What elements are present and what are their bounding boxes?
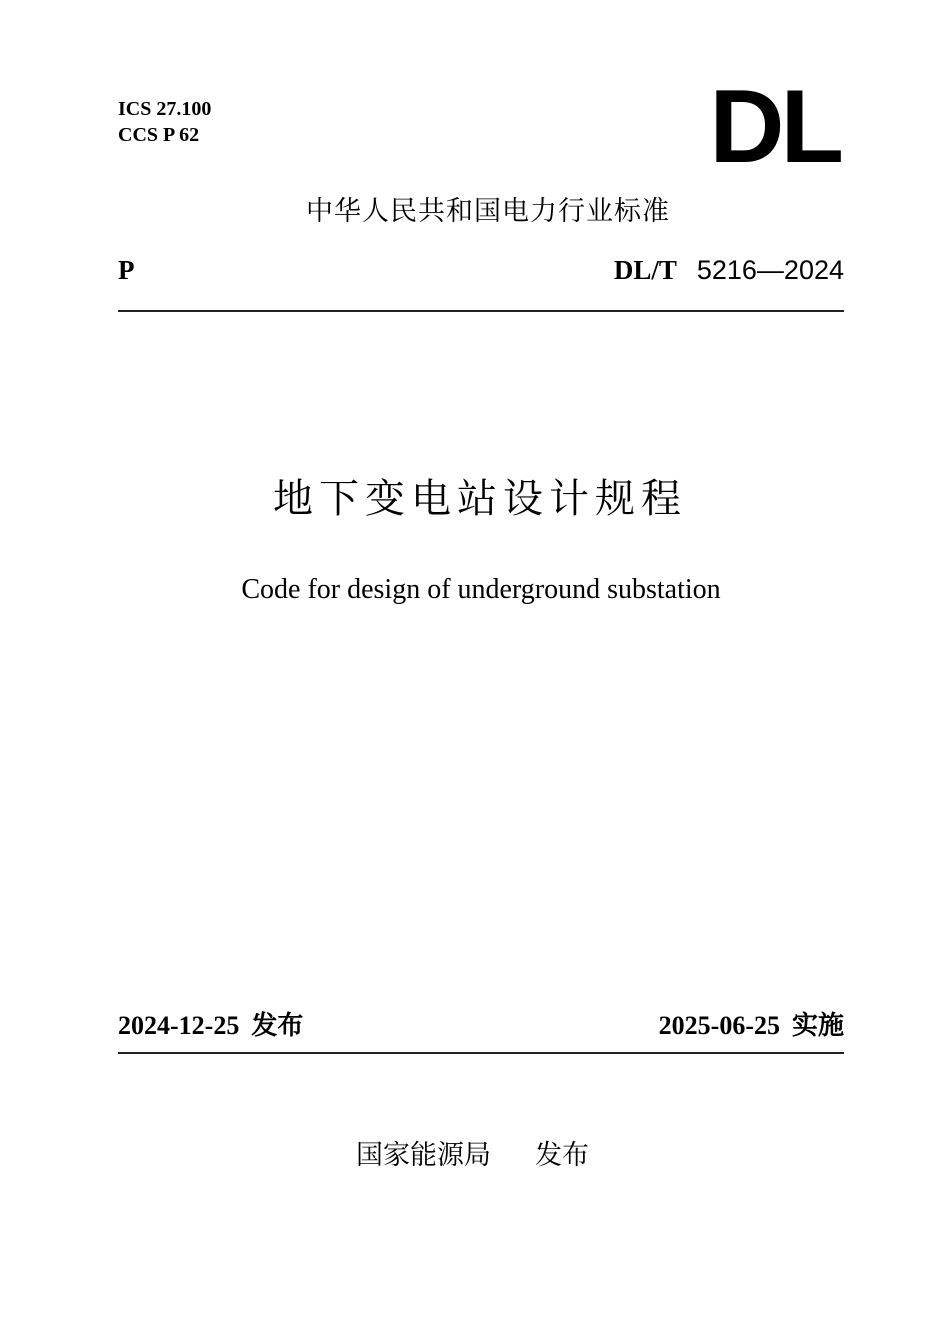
implement-date: 2025-06-25 bbox=[658, 1011, 780, 1040]
issue-date: 2024-12-25 bbox=[118, 1011, 240, 1040]
publisher-label: 发布 bbox=[535, 1140, 589, 1171]
ccs-code: CCS P 62 bbox=[118, 124, 200, 146]
implement-date-block bbox=[659, 1008, 844, 1044]
classification-codes bbox=[118, 96, 211, 148]
implement-label: 实施 bbox=[791, 1011, 844, 1041]
standard-organization: 中华人民共和国电力行业标准 bbox=[306, 196, 670, 227]
standard-number bbox=[614, 252, 844, 288]
classification-letter: P bbox=[118, 255, 135, 285]
issue-label: 发布 bbox=[251, 1011, 304, 1041]
publisher-block bbox=[356, 1138, 589, 1174]
title-chinese: 地下变电站设计规程 bbox=[273, 476, 687, 522]
top-divider bbox=[118, 310, 844, 312]
issue-date-block bbox=[118, 1008, 303, 1044]
standard-code: DL/T bbox=[613, 255, 677, 285]
bottom-divider bbox=[118, 1052, 844, 1054]
title-english: Code for design of underground substation bbox=[241, 574, 721, 605]
standard-year-number: 5216—2024 bbox=[696, 255, 844, 285]
dl-logo: DL bbox=[709, 69, 840, 185]
publisher-name: 国家能源局 bbox=[356, 1140, 491, 1171]
ics-code: ICS 27.100 bbox=[118, 98, 212, 120]
